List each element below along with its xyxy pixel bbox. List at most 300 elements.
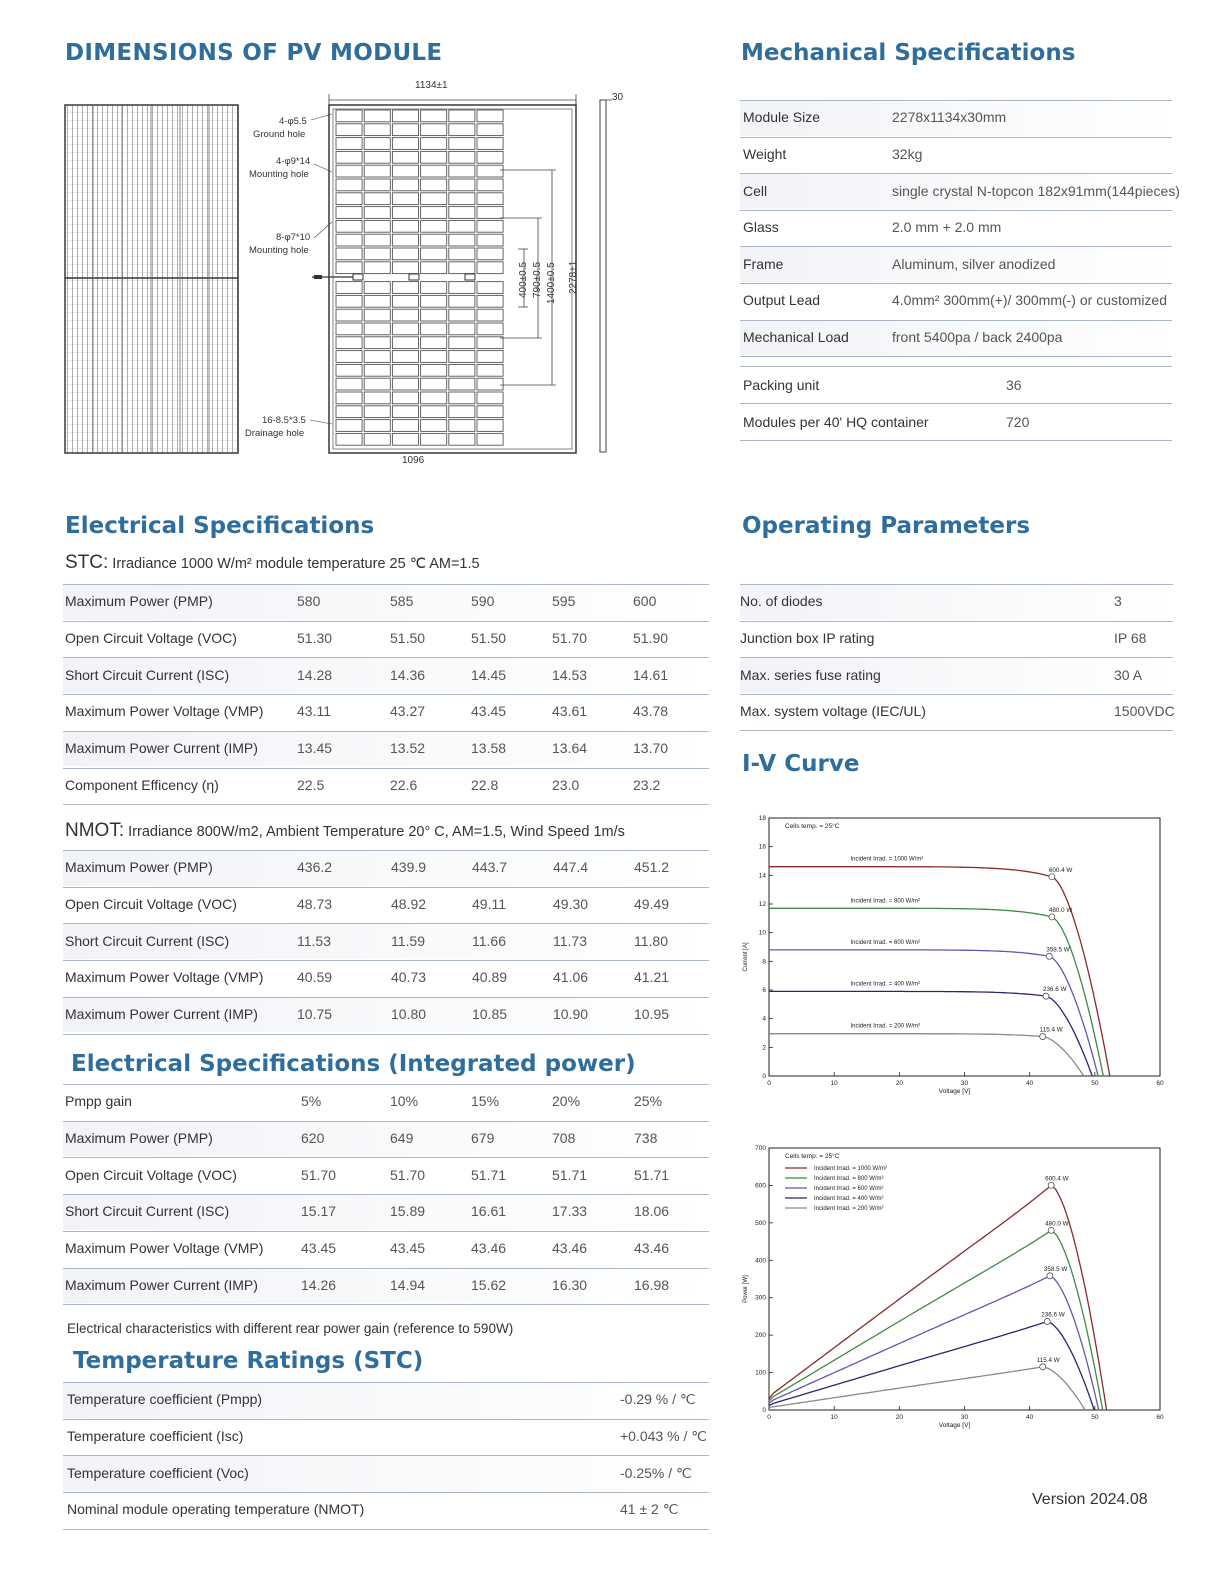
- solar-cell: [449, 193, 475, 205]
- solar-cell: [449, 351, 475, 363]
- solar-cell: [364, 110, 390, 122]
- solar-cell: [336, 433, 362, 445]
- module-dimension-drawing: [60, 72, 660, 472]
- row-value: 51.70: [552, 630, 588, 647]
- row-label: Maximum Power Current (IMP): [65, 1006, 258, 1023]
- y-tick-label: 600: [755, 1182, 766, 1190]
- mounting-hole-1-caption: Mounting hole: [249, 169, 309, 180]
- y-tick-label: 18: [758, 815, 766, 822]
- row-label: Maximum Power (PMP): [65, 593, 213, 610]
- solar-cell: [336, 420, 362, 432]
- row-value: 16.98: [634, 1276, 670, 1293]
- drainage-hole-label: 16-8.5*3.5: [262, 415, 306, 426]
- operating-label: No. of diodes: [740, 593, 823, 610]
- row-value: 49.30: [553, 896, 589, 913]
- y-tick-label: 4: [762, 1015, 766, 1023]
- packing-value: 720: [1006, 414, 1030, 430]
- packing-label: Modules per 40' HQ container: [743, 414, 929, 430]
- row-value: 11.59: [391, 932, 425, 949]
- solar-cell: [336, 309, 362, 321]
- row-value: 15%: [471, 1093, 500, 1110]
- row-value: 43.45: [471, 703, 507, 720]
- mechanical-label: Weight: [743, 145, 787, 162]
- row-value: 43.46: [471, 1240, 507, 1257]
- solar-cell: [364, 392, 390, 404]
- temperature-label: Temperature coefficient (Voc): [67, 1464, 249, 1481]
- solar-cell: [392, 207, 418, 219]
- solar-cell: [392, 337, 418, 349]
- solar-cell: [421, 406, 447, 418]
- legend-entry: Incident Irrad. = 200 W/m²: [814, 1206, 884, 1212]
- row-divider: [63, 1157, 709, 1158]
- mpp-label: 358.5 W: [1046, 946, 1070, 954]
- solar-cell: [477, 337, 503, 349]
- solar-cell: [364, 309, 390, 321]
- row-value: 51.90: [633, 630, 669, 647]
- row-value: 451.2: [634, 859, 670, 876]
- row-value: 14.61: [633, 666, 669, 683]
- solar-cell: [392, 282, 418, 294]
- mpp-marker: [1049, 914, 1055, 920]
- version-label: Version 2024.08: [1032, 1491, 1148, 1508]
- solar-cell: [336, 392, 362, 404]
- solar-cell: [477, 179, 503, 191]
- x-tick-label: 20: [895, 1080, 903, 1087]
- mounting-hole-2-caption: Mounting hole: [249, 245, 309, 256]
- row-value: 10.75: [297, 1006, 333, 1023]
- operating-value: 30 A: [1114, 666, 1143, 683]
- solar-cell: [421, 124, 447, 136]
- y-tick-label: 16: [758, 843, 766, 851]
- x-tick-label: 0: [767, 1414, 771, 1421]
- solar-cell: [449, 110, 475, 122]
- mechanical-value: Aluminum, silver anodized: [892, 255, 1056, 272]
- solar-cell: [421, 420, 447, 432]
- mechanical-value: single crystal N-topcon 182x91mm(144pieces): [892, 182, 1180, 199]
- mechanical-label: Mechanical Load: [743, 328, 849, 345]
- electrical-heading: Electrical Specifications: [65, 513, 375, 539]
- solar-cell: [421, 262, 447, 274]
- solar-cell: [421, 309, 447, 321]
- solar-cell: [477, 165, 503, 177]
- solar-cell: [364, 378, 390, 390]
- solar-cell: [392, 364, 418, 376]
- solar-cell: [392, 138, 418, 150]
- mpp-marker: [1049, 874, 1055, 880]
- row-value: 41.06: [553, 969, 589, 986]
- y-tick-label: 12: [758, 901, 766, 908]
- solar-cell: [421, 248, 447, 260]
- solar-cell: [449, 364, 475, 376]
- row-value: 649: [390, 1130, 414, 1147]
- solar-cell: [364, 364, 390, 376]
- width-dimension-label: 1134±1: [415, 80, 448, 91]
- row-label: Maximum Power Voltage (VMP): [65, 703, 264, 720]
- series-label: Incident Irrad. = 200 W/m²: [850, 1023, 920, 1030]
- solar-cell: [421, 207, 447, 219]
- x-axis-label: Voltage [V]: [938, 1088, 971, 1095]
- mechanical-value: 2278x1134x30mm: [892, 109, 1007, 126]
- row-value: 23.0: [552, 776, 580, 793]
- mpp-marker: [1044, 1318, 1050, 1324]
- row-value: 22.6: [390, 776, 418, 793]
- solar-cell: [421, 179, 447, 191]
- row-value: 51.70: [301, 1166, 337, 1183]
- solar-cell: [477, 262, 503, 274]
- bottom-dimension-label: 1096: [402, 455, 425, 466]
- row-value: 51.70: [390, 1166, 426, 1183]
- integrated-heading: Electrical Specifications (Integrated power): [71, 1051, 636, 1077]
- solar-cell: [421, 433, 447, 445]
- mechanical-value: 32kg: [892, 145, 923, 162]
- y-tick-label: 700: [755, 1145, 766, 1152]
- mechanical-label: Module Size: [743, 109, 821, 126]
- row-value: 708: [552, 1130, 576, 1147]
- solar-cell: [336, 248, 362, 260]
- row-value: 10.95: [634, 1006, 670, 1023]
- series-label: Incident Irrad. = 800 W/m²: [850, 898, 920, 905]
- solar-cell: [477, 309, 503, 321]
- solar-cell: [449, 207, 475, 219]
- solar-cell: [421, 323, 447, 335]
- row-value: 51.71: [634, 1166, 670, 1183]
- temperature-value: -0.25% / ℃: [620, 1464, 692, 1481]
- row-divider: [63, 1492, 709, 1493]
- row-value: 15.17: [301, 1203, 337, 1220]
- row-value: 14.45: [471, 666, 507, 683]
- row-value: 43.46: [552, 1240, 588, 1257]
- dim-790-label: 790±0.5: [532, 261, 543, 298]
- mpp-label: 236.6 W: [1042, 986, 1067, 994]
- solar-cell: [336, 364, 362, 376]
- row-divider: [740, 356, 1172, 357]
- dim-2278-label: 2278±1: [568, 260, 579, 294]
- solar-cell: [477, 282, 503, 294]
- solar-cell: [336, 207, 362, 219]
- y-axis-label: Current [A]: [743, 942, 749, 972]
- y-tick-label: 6: [762, 987, 766, 994]
- row-value: 11.66: [472, 932, 506, 949]
- y-tick-label: 10: [758, 929, 766, 937]
- solar-cell: [477, 207, 503, 219]
- row-value: 48.73: [297, 896, 333, 913]
- series-label: Incident Irrad. = 1000 W/m²: [850, 856, 924, 863]
- operating-value: 3: [1114, 593, 1122, 610]
- solar-cell: [421, 378, 447, 390]
- mpp-marker: [1043, 993, 1049, 999]
- temperature-heading: Temperature Ratings (STC): [73, 1348, 424, 1374]
- x-tick-label: 30: [960, 1414, 969, 1421]
- row-value: 41.21: [634, 969, 670, 986]
- x-tick-label: 20: [895, 1414, 903, 1421]
- solar-cell: [421, 193, 447, 205]
- y-tick-label: 0: [762, 1073, 766, 1080]
- solar-cell: [477, 234, 503, 246]
- operating-label: Max. system voltage (IEC/UL): [740, 703, 926, 720]
- row-value: 5%: [301, 1093, 322, 1110]
- solar-cell: [421, 138, 447, 150]
- solar-cell: [477, 364, 503, 376]
- row-value: 13.52: [390, 740, 426, 757]
- temperature-label: Nominal module operating temperature (NMOT): [67, 1501, 365, 1518]
- mpp-label: 115.4 W: [1036, 1356, 1060, 1364]
- solar-cell: [392, 165, 418, 177]
- y-tick-label: 200: [755, 1332, 766, 1340]
- solar-cell: [392, 433, 418, 445]
- solar-cell: [364, 337, 390, 349]
- solar-cell: [449, 248, 475, 260]
- x-tick-label: 30: [960, 1080, 969, 1087]
- mpp-label: 480.0 W: [1045, 1220, 1069, 1228]
- row-value: 49.49: [634, 896, 670, 913]
- row-value: 16.61: [471, 1203, 507, 1220]
- mechanical-label: Glass: [743, 219, 779, 236]
- solar-cell: [477, 420, 503, 432]
- row-value: 40.59: [297, 969, 333, 986]
- row-value: 51.50: [471, 630, 507, 647]
- solar-cell: [392, 248, 418, 260]
- row-label: Maximum Power Voltage (VMP): [65, 1240, 264, 1257]
- solar-cell: [392, 406, 418, 418]
- solar-cell: [392, 378, 418, 390]
- ground-hole-caption: Ground hole: [253, 129, 306, 140]
- operating-value: IP 68: [1114, 629, 1147, 646]
- solar-cell: [392, 179, 418, 191]
- row-divider: [740, 730, 1173, 731]
- series-label: Incident Irrad. = 600 W/m²: [850, 939, 920, 946]
- solar-cell: [364, 295, 390, 307]
- nmot-prefix: NMOT:: [65, 820, 125, 841]
- mechanical-label: Output Lead: [743, 292, 821, 309]
- temperature-label: Temperature coefficient (Isc): [67, 1428, 244, 1445]
- solar-cell: [449, 420, 475, 432]
- mpp-label: 358.5 W: [1043, 1265, 1068, 1273]
- solar-cell: [392, 234, 418, 246]
- row-value: 11.73: [553, 932, 587, 949]
- solar-cell: [449, 138, 475, 150]
- solar-cell: [477, 220, 503, 232]
- mechanical-value: front 5400pa / back 2400pa: [892, 328, 1063, 345]
- row-divider: [63, 1529, 709, 1530]
- stc-condition: [65, 552, 480, 574]
- row-divider: [63, 1304, 709, 1305]
- solar-cell: [421, 364, 447, 376]
- row-value: 43.78: [633, 703, 669, 720]
- row-label: Pmpp gain: [65, 1093, 132, 1110]
- solar-cell: [392, 151, 418, 163]
- solar-cell: [336, 406, 362, 418]
- solar-cell: [421, 351, 447, 363]
- row-value: 620: [301, 1130, 325, 1147]
- solar-cell: [392, 351, 418, 363]
- row-value: 13.45: [297, 740, 333, 757]
- row-value: 22.8: [471, 776, 499, 793]
- y-tick-label: 8: [762, 958, 766, 966]
- solar-cell: [336, 193, 362, 205]
- solar-cell: [421, 234, 447, 246]
- solar-cell: [392, 220, 418, 232]
- row-value: 10.90: [553, 1006, 589, 1023]
- temperature-value: -0.29 % / ℃: [620, 1391, 696, 1408]
- row-divider: [63, 1231, 709, 1232]
- x-tick-label: 40: [1026, 1080, 1034, 1087]
- chart-title: Cells temp. = 25°C: [785, 823, 840, 830]
- solar-cell: [449, 309, 475, 321]
- row-label: Open Circuit Voltage (VOC): [65, 630, 237, 647]
- row-value: 43.45: [390, 1240, 426, 1257]
- row-label: Maximum Power Current (IMP): [65, 740, 258, 757]
- row-value: 738: [634, 1130, 658, 1147]
- solar-cell: [364, 193, 390, 205]
- row-value: 51.50: [390, 630, 426, 647]
- y-tick-label: 400: [755, 1257, 766, 1265]
- solar-cell: [364, 124, 390, 136]
- row-label: Open Circuit Voltage (VOC): [65, 896, 237, 913]
- mpp-marker: [1048, 1227, 1054, 1233]
- row-value: 43.45: [301, 1240, 337, 1257]
- x-tick-label: 10: [830, 1414, 838, 1421]
- operating-label: Max. series fuse rating: [740, 666, 881, 683]
- solar-cell: [449, 220, 475, 232]
- mpp-label: 115.4 W: [1039, 1026, 1063, 1034]
- solar-cell: [449, 295, 475, 307]
- row-value: 11.80: [634, 932, 668, 949]
- row-value: 15.89: [390, 1203, 426, 1220]
- solar-cell: [477, 193, 503, 205]
- mpp-marker: [1047, 1273, 1053, 1279]
- solar-cell: [364, 262, 390, 274]
- solar-cell: [477, 248, 503, 260]
- solar-cell: [449, 433, 475, 445]
- solar-cell: [449, 262, 475, 274]
- solar-cell: [449, 406, 475, 418]
- y-tick-label: 14: [758, 872, 766, 880]
- operating-value: 1500VDC: [1114, 703, 1175, 720]
- chart-title: Cells temp. = 25°C: [785, 1153, 840, 1160]
- mpp-marker: [1040, 1364, 1046, 1370]
- solar-cell: [392, 262, 418, 274]
- solar-cell: [477, 351, 503, 363]
- row-divider: [63, 694, 709, 695]
- solar-cell: [477, 138, 503, 150]
- solar-cell: [336, 165, 362, 177]
- solar-cell: [336, 282, 362, 294]
- mechanical-label: Cell: [743, 182, 768, 199]
- x-tick-label: 50: [1091, 1080, 1099, 1087]
- module-back-view: [65, 105, 238, 453]
- row-value: 13.70: [633, 740, 669, 757]
- row-label: Maximum Power Current (IMP): [65, 1276, 258, 1293]
- solar-cell: [336, 337, 362, 349]
- solar-cell: [364, 282, 390, 294]
- row-divider: [63, 1034, 709, 1035]
- row-value: 18.06: [634, 1203, 670, 1220]
- row-divider: [740, 440, 1172, 441]
- row-divider: [63, 768, 709, 769]
- dim-1400-label: 1400±0.5: [546, 262, 557, 304]
- row-divider: [63, 621, 709, 622]
- solar-cell: [392, 110, 418, 122]
- row-divider: [740, 403, 1172, 404]
- solar-cell: [364, 179, 390, 191]
- row-divider: [63, 1084, 709, 1085]
- row-value: 51.71: [471, 1166, 507, 1183]
- stc-text: Irradiance 1000 W/m² module temperature 25 ℃ AM=1.5: [108, 556, 480, 572]
- ground-hole-label: 4-φ5.5: [279, 116, 307, 127]
- row-value: 16.30: [552, 1276, 588, 1293]
- y-axis-label: Power [W]: [743, 1275, 749, 1303]
- solar-cell: [364, 151, 390, 163]
- row-label: Open Circuit Voltage (VOC): [65, 1166, 237, 1183]
- nmot-condition: [65, 820, 625, 842]
- drainage-hole-caption: Drainage hole: [245, 428, 305, 439]
- solar-cell: [364, 433, 390, 445]
- row-value: 439.9: [391, 859, 427, 876]
- row-value: 15.62: [471, 1276, 507, 1293]
- row-value: 14.36: [390, 666, 426, 683]
- row-value: 20%: [552, 1093, 581, 1110]
- solar-cell: [336, 220, 362, 232]
- row-divider: [740, 621, 1173, 622]
- solar-cell: [336, 323, 362, 335]
- mounting-hole-2-label: 8-φ7*10: [276, 232, 311, 243]
- packing-label: Packing unit: [743, 377, 820, 393]
- solar-cell: [392, 295, 418, 307]
- row-divider: [63, 887, 709, 888]
- row-divider: [740, 137, 1172, 138]
- solar-cell: [336, 234, 362, 246]
- row-value: 11.53: [297, 932, 331, 949]
- row-value: 51.71: [552, 1166, 588, 1183]
- x-tick-label: 60: [1156, 1080, 1164, 1087]
- solar-cell: [421, 295, 447, 307]
- row-value: 10%: [390, 1093, 419, 1110]
- mpp-label: 600.4 W: [1048, 866, 1073, 874]
- row-divider: [740, 694, 1173, 695]
- row-divider: [63, 804, 709, 805]
- solar-cell: [336, 179, 362, 191]
- legend-entry: Incident Irrad. = 400 W/m²: [814, 1196, 884, 1202]
- row-value: 585: [390, 593, 414, 610]
- solar-cell: [392, 309, 418, 321]
- row-value: 580: [297, 593, 321, 610]
- row-value: 48.92: [391, 896, 427, 913]
- row-value: 43.27: [390, 703, 426, 720]
- mechanical-label: Frame: [743, 255, 784, 272]
- row-value: 14.94: [390, 1276, 426, 1293]
- solar-cell: [421, 110, 447, 122]
- operating-heading: Operating Parameters: [742, 513, 1031, 539]
- dim-400-label: 400±0.5: [518, 261, 529, 298]
- row-value: 17.33: [552, 1203, 588, 1220]
- solar-cell: [421, 151, 447, 163]
- mpp-label: 600.4 W: [1045, 1175, 1069, 1183]
- solar-cell: [477, 110, 503, 122]
- solar-cell: [477, 392, 503, 404]
- depth-dimension-label: 30: [612, 92, 624, 103]
- row-label: Maximum Power (PMP): [65, 1130, 213, 1147]
- row-value: 22.5: [297, 776, 325, 793]
- x-tick-label: 40: [1026, 1414, 1034, 1421]
- solar-cell: [421, 220, 447, 232]
- mechanical-value: 2.0 mm + 2.0 mm: [892, 219, 1002, 236]
- row-value: 14.28: [297, 666, 333, 683]
- row-divider: [63, 1419, 709, 1420]
- solar-cell: [449, 282, 475, 294]
- temperature-value: 41 ± 2 ℃: [620, 1501, 679, 1518]
- row-value: 51.30: [297, 630, 333, 647]
- y-tick-label: 100: [755, 1369, 766, 1377]
